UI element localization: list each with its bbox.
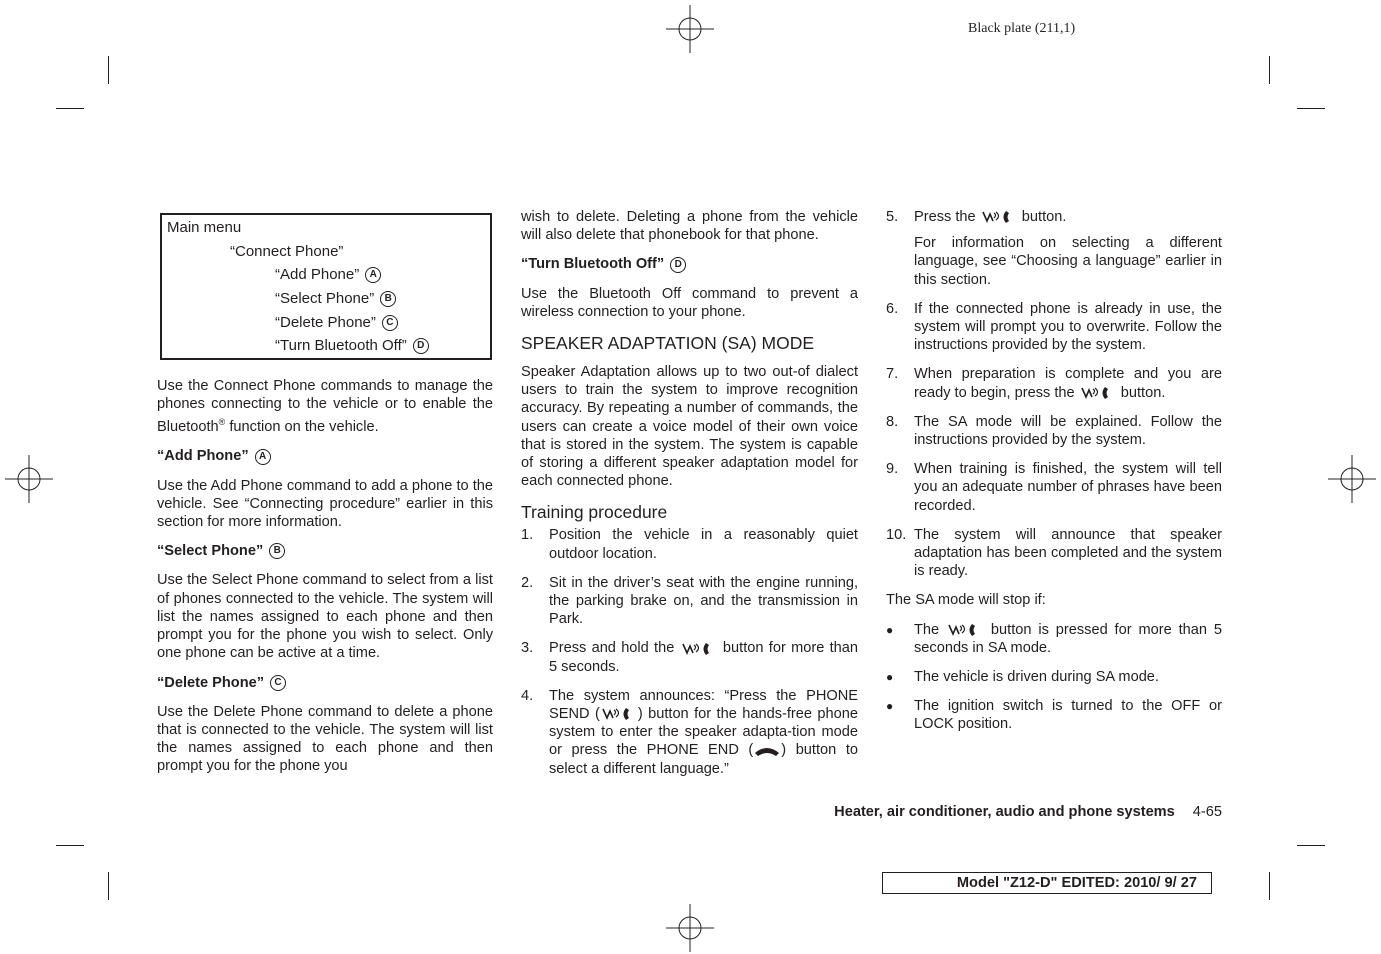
crop-mark [56, 845, 84, 846]
list-item [886, 668, 1222, 686]
training-steps-list [521, 526, 858, 777]
circled-letter-icon: A [255, 449, 271, 465]
step-number: 8. [886, 413, 899, 430]
menu-connect-phone: “Connect Phone” [230, 243, 344, 260]
step-number: 6. [886, 300, 899, 317]
crop-mark [108, 872, 109, 900]
delete-phone-text: Use the Delete Phone command to delete a phone that is connected to the vehicle. The system will list the names assigned to each phone and then prompt you for the phone you [157, 703, 493, 775]
list-item [886, 460, 1222, 515]
phone-end-icon [753, 744, 781, 758]
phone-send-talk-icon [600, 706, 638, 722]
list-item [521, 639, 858, 675]
add-phone-text: Use the Add Phone command to add a phone to the vehicle. See “Connecting procedure” earlier in this section for more information. [157, 477, 493, 531]
bullet-text: The vehicle is driven during SA mode. [914, 669, 1159, 686]
circled-letter-icon: D [413, 338, 429, 354]
step-text: Position the vehicle in a reasonably quiet outdoor location. [549, 527, 858, 562]
page-number: 4-65 [1192, 804, 1222, 820]
bullet-text-part: The [914, 621, 940, 638]
main-menu-diagram [160, 213, 492, 360]
crop-mark [1297, 845, 1325, 846]
step-text-part: When preparation is complete and you are ready to begin, press the [914, 366, 1222, 401]
crop-mark [56, 108, 84, 109]
stop-conditions-list [886, 621, 1222, 734]
step-number: 7. [886, 366, 899, 383]
model-edited-box: Model "Z12-D" EDITED: 2010/ 9/ 27 [882, 872, 1212, 894]
step-text [549, 639, 858, 675]
delete-phone-heading [157, 674, 493, 692]
training-procedure-heading: Training procedure [521, 502, 668, 523]
list-item [886, 697, 1222, 733]
menu-title: Main menu [167, 219, 242, 236]
heading-text: “Select Phone” [157, 543, 264, 560]
step-text: Sit in the driver’s seat with the engine running, the parking brake on, and the transmission in Park. [549, 574, 858, 628]
menu-item-label: “Turn Bluetooth Off” [275, 337, 407, 354]
menu-item-label: “Delete Phone” [275, 314, 376, 331]
list-item [886, 413, 1222, 449]
crosshair-registration-mark-icon [5, 455, 53, 503]
list-item [521, 526, 858, 562]
bullet: ● [886, 699, 894, 714]
column-1 [157, 377, 493, 787]
intro-text-end: function on the vehicle. [225, 419, 379, 436]
step-text-part: button for more than 5 seconds. [549, 640, 858, 675]
menu-item-select-phone [275, 290, 396, 307]
step-number: 10. [886, 526, 907, 543]
footer-section-title: Heater, air conditioner, audio and phone systems [834, 804, 1175, 820]
step-text-part: The system announces: “Press the PHONE SEND ( [549, 687, 858, 723]
step-text-part: ) button to select a different language.” [549, 742, 858, 777]
list-item [886, 208, 1222, 226]
list-item [886, 365, 1222, 401]
step-text-part: ) button for the hands-free phone system to enter the speaker adapta-tion mode or press the PHONE END ( [549, 706, 858, 759]
heading-text: “Add Phone” [157, 448, 249, 465]
step-text-part: Press the [914, 209, 976, 225]
training-steps-list-continued [886, 208, 1222, 580]
step-number: 9. [886, 461, 899, 478]
heading-text: “Delete Phone” [157, 674, 265, 691]
circled-letter-icon: D [670, 257, 686, 273]
crosshair-registration-mark-icon [666, 5, 714, 53]
step-number: 3. [521, 640, 534, 657]
step-text-part: Press and hold the [549, 640, 675, 657]
bullet-text [914, 621, 1222, 657]
step-number: 5. [886, 209, 899, 225]
bullet-text: The ignition switch is turned to the OFF or LOCK position. [914, 698, 1222, 733]
select-phone-text: Use the Select Phone command to select from a list of phones connected to the vehicle. The system will list the names assigned to each phone and then prompt you for the phone you wish to select. Only one phone can be active at a time. [157, 572, 493, 662]
page-footer [800, 804, 1222, 820]
step-text: If the connected phone is already in use, the system will prompt you to overwrite. Follow the instructions provided by the system. [914, 300, 1222, 354]
step-text-part: button. [1120, 384, 1166, 401]
circled-letter-icon: B [269, 543, 285, 559]
column-3 [886, 208, 1222, 745]
bullet-text-part: button is pressed for more than 5 seconds in SA mode. [914, 621, 1222, 656]
step-text [549, 687, 858, 778]
list-item [521, 574, 858, 629]
bullet: ● [886, 622, 894, 637]
list-item [886, 300, 1222, 355]
phone-send-talk-icon [980, 209, 1018, 225]
step-text: The system will announce that speaker adaptation has been completed and the system is ready. [914, 526, 1222, 580]
column-2 [521, 208, 858, 789]
step-note: For information on selecting a different language, see “Choosing a language” earlier in this section. [914, 235, 1222, 288]
menu-item-delete-phone [275, 314, 398, 331]
bullet: ● [886, 670, 894, 685]
heading-text: “Turn Bluetooth Off” [521, 256, 665, 273]
sa-mode-heading: SPEAKER ADAPTATION (SA) MODE [521, 333, 815, 354]
intro-text: Use the Connect Phone commands to manage the phones connecting to the vehicle or to enable the Bluetooth [157, 378, 493, 436]
crop-mark [1297, 108, 1325, 109]
step-text [914, 365, 1222, 401]
step-number: 2. [521, 574, 534, 591]
menu-item-label: “Select Phone” [275, 290, 375, 307]
crosshair-registration-mark-icon [1328, 455, 1376, 503]
menu-item-add-phone [275, 266, 381, 283]
stop-intro: The SA mode will stop if: [886, 592, 1046, 609]
crop-mark [108, 56, 109, 84]
crosshair-registration-mark-icon [666, 904, 714, 952]
turn-bluetooth-off-heading [521, 255, 858, 273]
step-text: When training is finished, the system will tell you an adequate number of phrases have been recorded. [914, 461, 1222, 514]
turn-bluetooth-off-text: Use the Bluetooth Off command to prevent a wireless connection to your phone. [521, 285, 858, 320]
plate-label: Black plate (211,1) [968, 21, 1076, 36]
list-item-note [886, 234, 1222, 289]
step-number: 1. [521, 527, 534, 544]
crop-mark [1269, 56, 1270, 84]
delete-phone-continued: wish to delete. Deleting a phone from the vehicle will also delete that phonebook for that phone. [521, 209, 858, 244]
menu-item-label: “Add Phone” [275, 266, 360, 283]
phone-send-talk-icon [680, 641, 718, 657]
circled-letter-icon: C [382, 315, 398, 331]
list-item [521, 687, 858, 778]
list-item [886, 621, 1222, 657]
step-text-part: button. [1021, 209, 1067, 225]
phone-send-talk-icon [1079, 385, 1117, 401]
select-phone-heading [157, 542, 493, 560]
circled-letter-icon: A [365, 267, 381, 283]
list-item [886, 526, 1222, 581]
circled-letter-icon: C [270, 675, 286, 691]
step-number: 4. [521, 687, 534, 704]
phone-send-talk-icon [946, 622, 984, 638]
add-phone-heading [157, 447, 493, 465]
registered-mark: ® [218, 417, 226, 428]
step-text [914, 208, 1222, 226]
sa-mode-text: Speaker Adaptation allows up to two out-of dialect users to train the system to improve recognition accuracy. By repeating a number of commands, the users can create a voice model of their own voice that is stored in the system. The system is capable of storing a different speaker adaptation model for each connected phone. [521, 364, 858, 490]
menu-item-turn-bluetooth-off [275, 337, 429, 354]
crop-mark [1269, 872, 1270, 900]
circled-letter-icon: B [380, 291, 396, 307]
intro-paragraph [157, 377, 493, 436]
step-text: The SA mode will be explained. Follow the instructions provided by the system. [914, 413, 1222, 449]
